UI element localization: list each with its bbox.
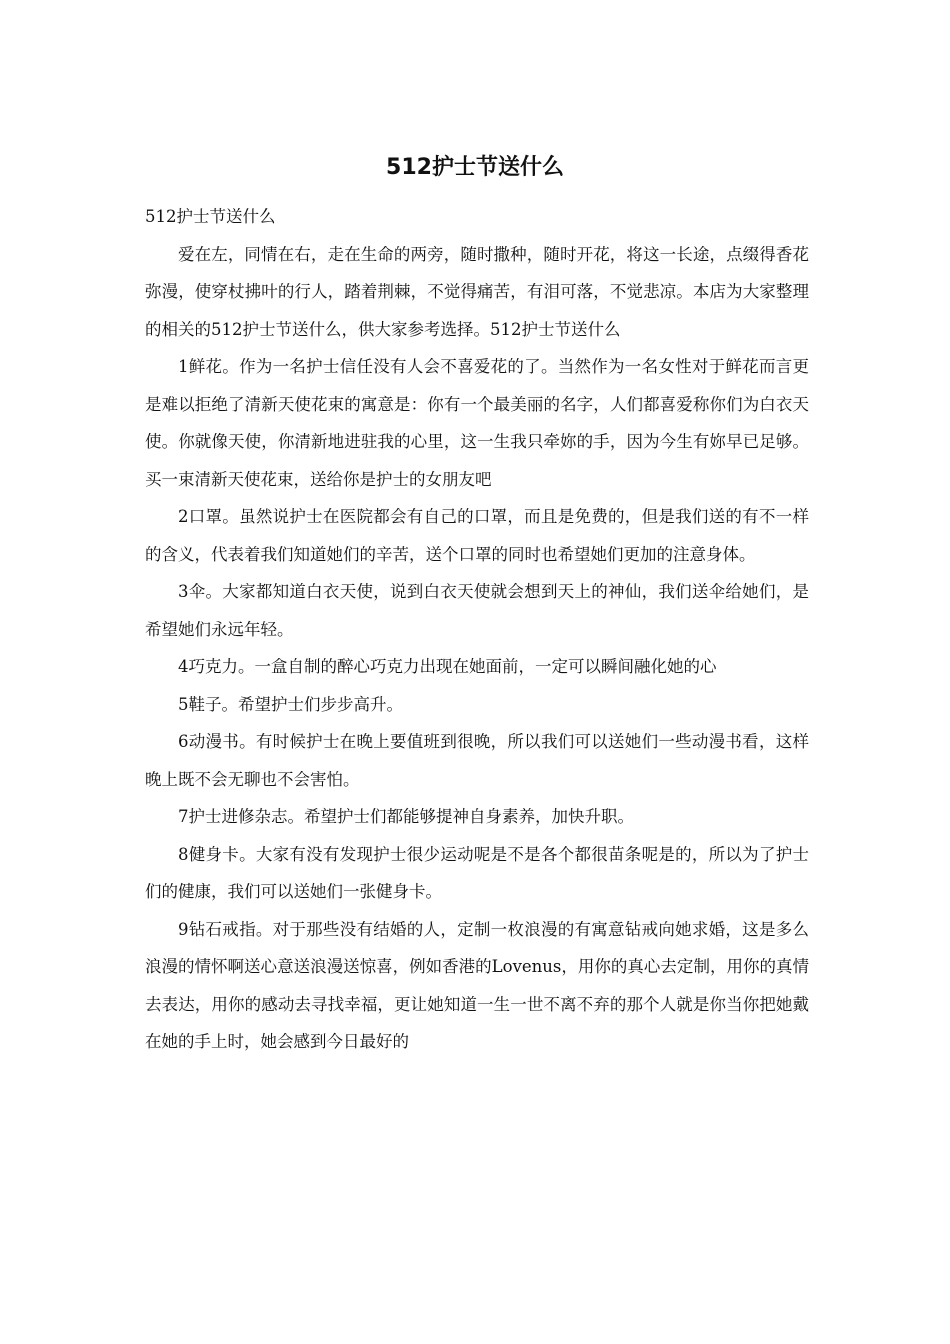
- paragraph-intro: 爱在左，同情在右，走在生命的两旁，随时撒种，随时开花，将这一长途，点缀得香花弥漫，使穿杖拂叶的行人，踏着荆棘，不觉得痛苦，有泪可落，不觉悲凉。本店为大家整理的相关的512护士节送什么，供大家参考选择。512护士节送什么: [145, 244, 809, 339]
- paragraph-item-2-mask: 2口罩。虽然说护士在医院都会有自己的口罩，而且是免费的，但是我们送的有不一样的含义，代表着我们知道她们的辛苦，送个口罩的同时也希望她们更加的注意身体。: [145, 507, 809, 564]
- document-body: [145, 198, 809, 1061]
- document-title: 512护士节送什么: [386, 155, 564, 180]
- paragraph-item-5-shoes: 5鞋子。希望护士们步步高升。: [178, 694, 403, 714]
- paragraph-item-9-diamond-ring: 9钻石戒指。对于那些没有结婚的人，定制一枚浪漫的有寓意钻戒向她求婚，这是多么浪漫的情怀啊送心意送浪漫送惊喜，例如香港的Lovenus，用你的真心去定制，用你的真情去表达，用你的感动去寻找幸福，更让她知道一生一世不离不弃的那个人就是你当你把她戴在她的手上时，她会感到今日最好的: [145, 919, 809, 1051]
- paragraph-item-4-chocolate: 4巧克力。一盒自制的醉心巧克力出现在她面前，一定可以瞬间融化她的心: [178, 657, 717, 676]
- paragraph-item-1-flowers: 1鲜花。作为一名护士信任没有人会不喜爱花的了。当然作为一名女性对于鲜花而言更是难以拒绝了清新天使花束的寓意是：你有一个最美丽的名字，人们都喜爱称你们为白衣天使。你就像天使，你清新地进驻我的心里，这一生我只牵妳的手，因为今生有妳早已足够。买一束清新天使花束，送给你是护士的女朋友吧: [145, 357, 809, 489]
- document-subtitle: 512护士节送什么: [145, 207, 276, 226]
- paragraph-item-8-gym-card: 8健身卡。大家有没有发现护士很少运动呢是不是各个都很苗条呢是的，所以为了护士们的健康，我们可以送她们一张健身卡。: [145, 844, 809, 901]
- paragraph-item-3-umbrella: 3伞。大家都知道白衣天使，说到白衣天使就会想到天上的神仙，我们送伞给她们，是希望她们永远年轻。: [145, 582, 809, 639]
- paragraph-item-6-comics: 6动漫书。有时候护士在晚上要值班到很晚，所以我们可以送她们一些动漫书看，这样晚上既不会无聊也不会害怕。: [145, 732, 809, 789]
- paragraph-item-7-magazine: 7护士进修杂志。希望护士们都能够提神自身素养，加快升职。: [178, 807, 634, 826]
